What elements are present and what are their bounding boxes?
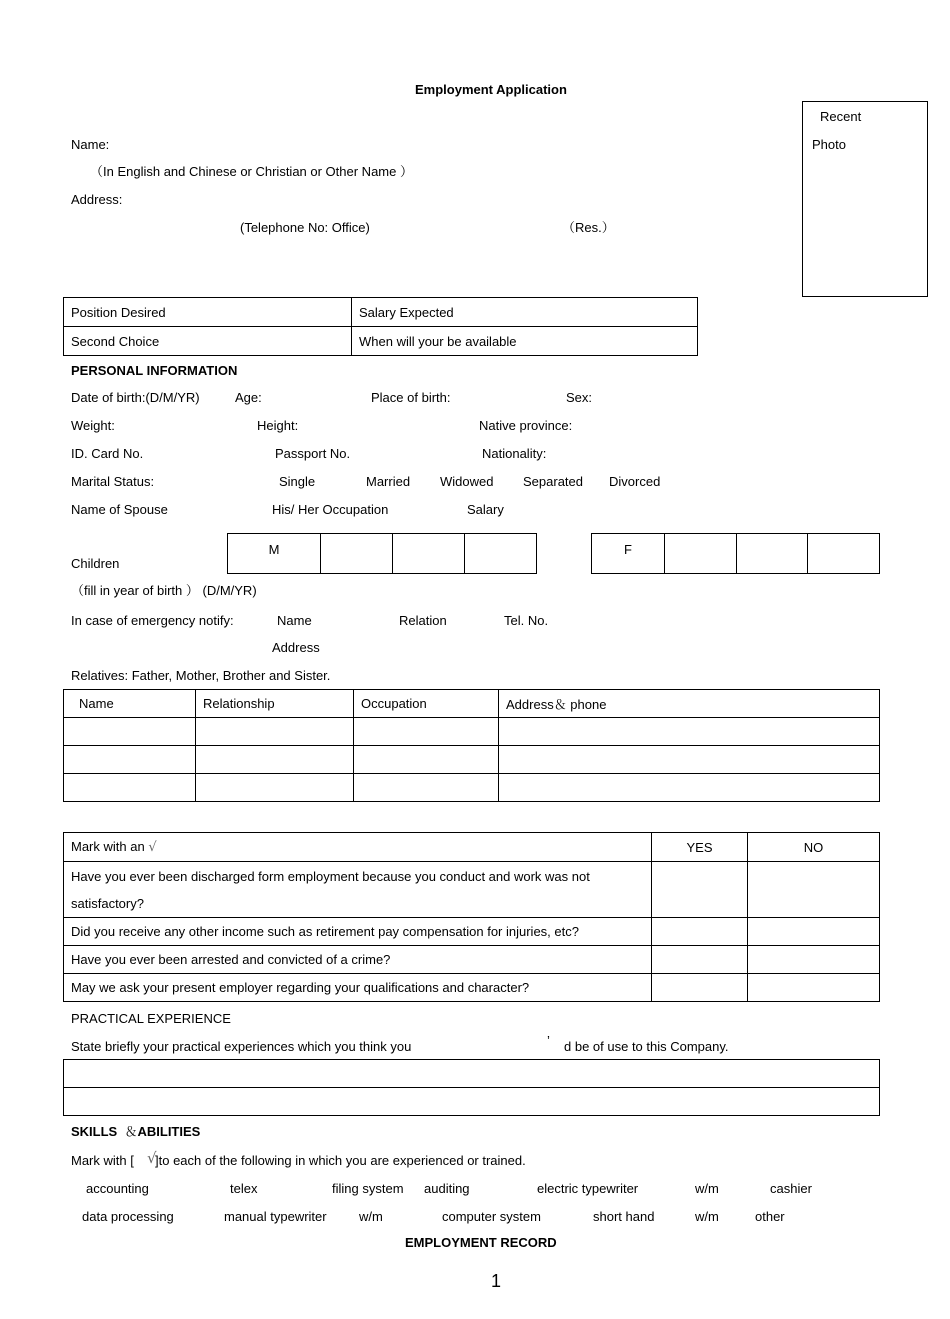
relatives-header-relationship: Relationship [196,690,354,718]
employment-record-heading: EMPLOYMENT RECORD [405,1235,557,1250]
personal-info-heading: PERSONAL INFORMATION [71,363,238,378]
children-female-label: F [592,534,665,574]
relatives-label: Relatives: Father, Mother, Brother and Sister. [71,668,331,683]
relatives-header-address-phone: Address＆ phone [499,690,880,718]
second-choice-cell[interactable]: Second Choice [64,327,352,356]
skill-manual-typewriter-wm[interactable]: w/m [359,1209,383,1224]
skill-other[interactable]: other [755,1209,785,1224]
answer-yes-cell[interactable] [652,946,748,974]
practical-prompt-apostrophe: ’ [547,1033,550,1048]
skill-auditing[interactable]: auditing [424,1181,470,1196]
photo-box[interactable] [802,101,928,297]
answer-yes-cell[interactable] [652,974,748,1002]
question-discharged [64,862,652,918]
practical-experience-line[interactable] [64,1060,880,1088]
answer-yes-cell[interactable] [652,918,748,946]
marital-option-single[interactable]: Single [279,474,316,489]
address-label: Address: [71,192,123,207]
checkmark-icon: √ [147,1149,157,1167]
practical-experience-line[interactable] [64,1088,880,1116]
skill-short-hand[interactable]: short hand [593,1209,655,1224]
question-discharged-line2: satisfactory? [71,895,144,911]
mark-instruction-cell [64,833,652,862]
skill-cashier[interactable]: cashier [770,1181,812,1196]
question-discharged-line1: Have you ever been discharged form employment because you conduct and work was not [71,868,590,884]
table-cell[interactable] [64,746,196,774]
table-cell[interactable] [64,774,196,802]
skills-prompt-part1: Mark with [ [71,1153,134,1168]
children-female-year-cell[interactable] [665,534,737,574]
answer-yes-cell[interactable] [652,862,748,918]
relatives-header-occupation: Occupation [354,690,499,718]
table-cell[interactable] [354,718,499,746]
question-arrested: Have you ever been arrested and convicted of a crime? [64,946,652,974]
practical-prompt-part2: d be of use to this Company. [564,1039,729,1054]
spouse-name-label: Name of Spouse [71,502,168,517]
skill-telex[interactable]: telex [230,1181,258,1196]
marital-option-separated[interactable]: Separated [523,474,583,489]
mark-instruction-label: Mark with an [71,839,145,854]
skill-electric-typewriter[interactable]: electric typewriter [537,1181,639,1196]
sex-label: Sex: [566,390,593,405]
table-row [64,774,880,802]
table-cell[interactable] [196,774,354,802]
table-cell[interactable] [499,746,880,774]
position-desired-cell[interactable]: Position Desired [64,298,352,327]
passport-label: Passport No. [275,446,351,461]
practical-prompt-part1: State briefly your practical experiences which you think you [71,1039,412,1054]
age-label: Age: [235,390,262,405]
yes-header: YES [652,833,748,862]
emergency-address-label: Address [272,640,320,655]
id-card-label: ID. Card No. [71,446,144,461]
children-male-year-cell[interactable] [393,534,465,574]
marital-status-label: Marital Status: [71,474,155,489]
marital-option-married[interactable]: Married [366,474,411,489]
spouse-salary-label: Salary [467,502,504,517]
table-row [64,746,880,774]
skill-manual-typewriter[interactable]: manual typewriter [224,1209,327,1224]
skills-heading-part1: SKILLS [71,1124,118,1139]
skills-heading-ampersand: ＆ [124,1124,138,1139]
emergency-tel-label: Tel. No. [504,613,549,628]
answer-no-cell[interactable] [748,862,880,918]
table-cell[interactable] [354,746,499,774]
table-cell[interactable] [499,774,880,802]
height-label: Height: [257,418,299,433]
availability-cell[interactable]: When will your be available [352,327,698,356]
photo-label-photo: Photo [812,137,846,152]
nationality-label: Nationality: [482,446,547,461]
marital-option-divorced[interactable]: Divorced [609,474,661,489]
practical-experience-table [63,1059,880,1116]
table-cell[interactable] [499,718,880,746]
children-note: （fill in year of birth ） (D/M/YR) [71,583,257,598]
children-female-year-cell[interactable] [808,534,880,574]
relatives-table [63,689,880,802]
children-male-year-cell[interactable] [321,534,393,574]
table-cell[interactable] [64,718,196,746]
marital-option-widowed[interactable]: Widowed [440,474,494,489]
skill-filing-system[interactable]: filing system [332,1181,404,1196]
spouse-occupation-label: His/ Her Occupation [272,502,389,517]
answer-no-cell[interactable] [748,974,880,1002]
telephone-res-label: （Res.） [562,220,615,235]
skills-prompt-part2: ]to each of the following in which you are experienced or trained. [155,1153,526,1168]
page-title: Employment Application [415,82,567,97]
weight-label: Weight: [71,418,115,433]
children-male-grid [227,533,537,574]
children-male-label: M [228,534,321,574]
children-female-year-cell[interactable] [736,534,808,574]
skill-computer-system[interactable]: computer system [442,1209,541,1224]
no-header: NO [748,833,880,862]
skill-electric-typewriter-wm[interactable]: w/m [695,1181,719,1196]
children-male-year-cell[interactable] [465,534,537,574]
emergency-label: In case of emergency notify: [71,613,234,628]
skills-heading [71,1125,200,1138]
telephone-office-label: (Telephone No: Office) [240,220,370,235]
table-cell[interactable] [354,774,499,802]
dob-label: Date of birth:(D/M/YR) [71,390,200,405]
table-cell[interactable] [196,746,354,774]
table-row [64,718,880,746]
emergency-relation-label: Relation [399,613,447,628]
relatives-header-name: Name [64,690,196,718]
children-female-grid [591,533,880,574]
question-other-income: Did you receive any other income such as retirement pay compensation for injuries, etc? [64,918,652,946]
skill-short-hand-wm[interactable]: w/m [695,1209,719,1224]
emergency-name-label: Name [277,613,312,628]
position-table [63,297,698,356]
answer-no-cell[interactable] [748,918,880,946]
skills-heading-part2: ABILITIES [137,1124,201,1139]
native-province-label: Native province: [479,418,573,433]
practical-experience-heading: PRACTICAL EXPERIENCE [71,1011,231,1026]
name-note: （In English and Chinese or Christian or Other Name ） [90,164,413,179]
skill-data-processing[interactable]: data processing [82,1209,174,1224]
questions-table [63,832,880,1002]
place-of-birth-label: Place of birth: [371,390,451,405]
photo-label-recent: Recent [820,109,862,124]
children-label: Children [71,556,120,571]
answer-no-cell[interactable] [748,946,880,974]
table-cell[interactable] [196,718,354,746]
salary-expected-cell[interactable]: Salary Expected [352,298,698,327]
name-label: Name: [71,137,110,152]
page-number: 1 [491,1271,502,1291]
skill-accounting[interactable]: accounting [86,1181,149,1196]
checkmark-icon: √ [148,840,157,855]
question-employer-reference: May we ask your present employer regarding your qualifications and character? [64,974,652,1002]
